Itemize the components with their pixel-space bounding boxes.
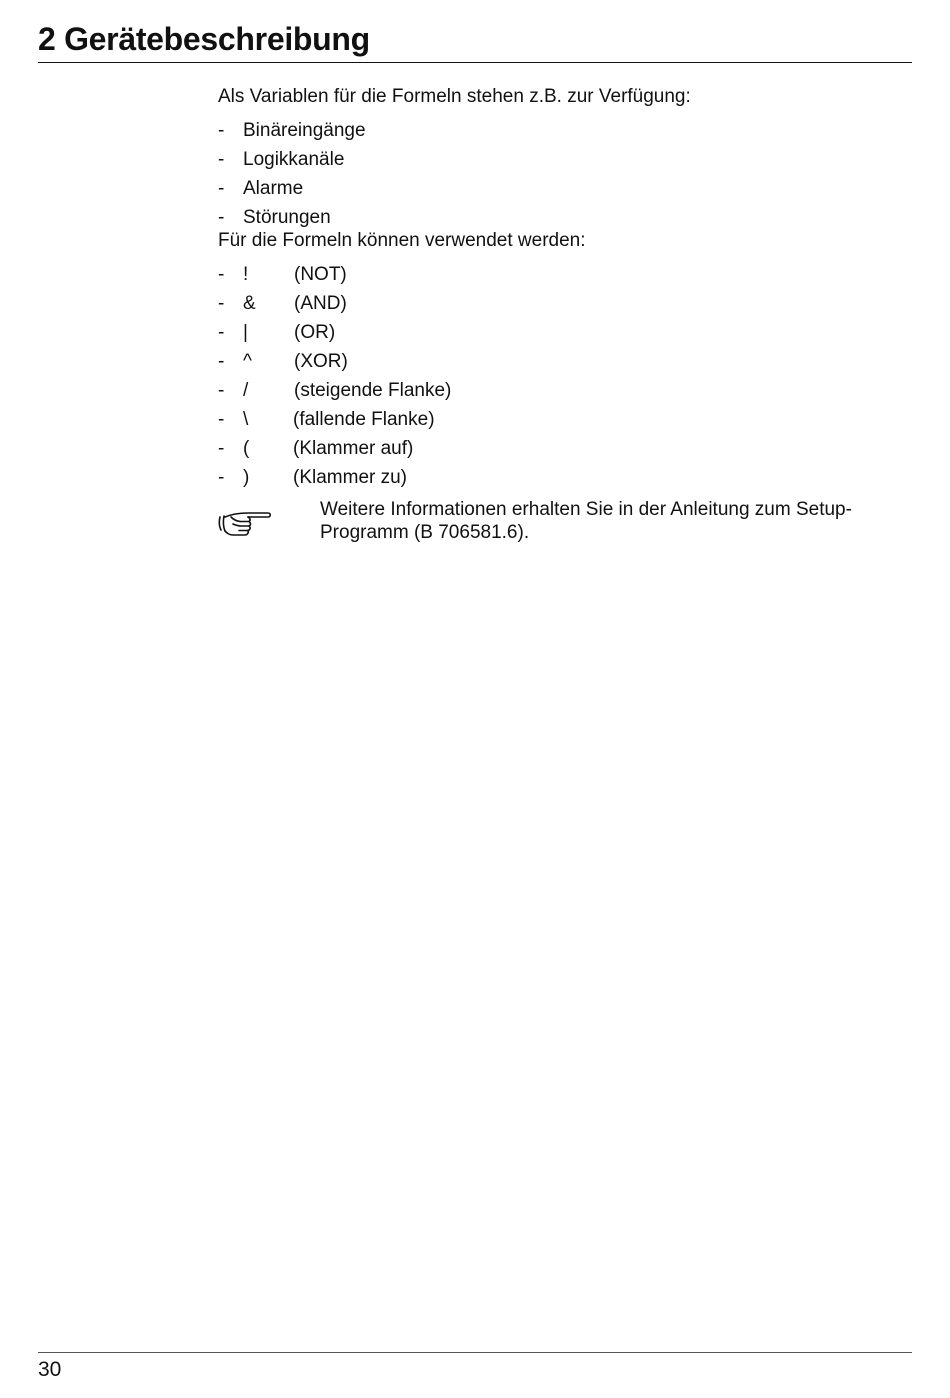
operator-description: (OR) <box>294 322 336 343</box>
list-item <box>218 149 898 178</box>
list-dash: - <box>218 293 225 314</box>
note-text-line: Weitere Informationen erhalten Sie in der Anleitung zum Setup- <box>320 499 852 520</box>
operators-intro: Für die Formeln können verwendet werden: <box>218 230 586 251</box>
operator-description: (steigende Flanke) <box>294 380 452 401</box>
variable-label: Alarme <box>243 178 304 199</box>
list-item <box>218 207 898 236</box>
list-item <box>218 438 898 467</box>
list-dash: - <box>218 438 225 459</box>
list-dash: - <box>218 467 225 488</box>
operator-description: (NOT) <box>294 264 347 285</box>
list-item <box>218 322 898 351</box>
list-dash: - <box>218 207 225 228</box>
page-title: 2 Gerätebeschreibung <box>38 21 370 57</box>
operator-symbol: ! <box>243 264 249 285</box>
operator-symbol: ) <box>243 467 250 488</box>
operator-symbol: \ <box>243 409 249 430</box>
list-dash: - <box>218 409 225 430</box>
operator-symbol: & <box>243 293 256 314</box>
list-item <box>218 264 898 293</box>
note-text-line: Programm (B 706581.6). <box>320 522 530 543</box>
operator-symbol: / <box>243 380 249 401</box>
operator-description: (fallende Flanke) <box>293 409 435 430</box>
operator-description: (XOR) <box>294 351 348 372</box>
list-item <box>218 293 898 322</box>
list-item <box>218 380 898 409</box>
info-note <box>218 498 898 558</box>
variable-label: Binäreingänge <box>243 120 366 141</box>
list-dash: - <box>218 322 225 343</box>
list-item <box>218 120 898 149</box>
variable-label: Störungen <box>243 207 331 228</box>
operator-symbol: | <box>243 322 248 343</box>
main-content <box>218 86 898 558</box>
pointing-hand-icon <box>218 508 272 538</box>
operators-list <box>218 264 898 496</box>
page-footer <box>38 1352 912 1381</box>
operator-description: (AND) <box>294 293 347 314</box>
list-dash: - <box>218 264 225 285</box>
operator-symbol: ^ <box>243 351 252 372</box>
list-dash: - <box>218 351 225 372</box>
variables-list <box>218 120 898 236</box>
operator-description: (Klammer auf) <box>293 438 414 459</box>
list-dash: - <box>218 380 225 401</box>
list-item <box>218 351 898 380</box>
list-dash: - <box>218 178 225 199</box>
list-item <box>218 409 898 438</box>
variables-intro: Als Variablen für die Formeln stehen z.B. zur Verfügung: <box>218 86 691 107</box>
note-text <box>320 498 900 544</box>
list-item <box>218 178 898 207</box>
page-header <box>38 20 912 63</box>
page-number: 30 <box>38 1358 62 1381</box>
list-dash: - <box>218 120 225 141</box>
operator-symbol: ( <box>243 438 250 459</box>
variable-label: Logikkanäle <box>243 149 345 170</box>
list-dash: - <box>218 149 225 170</box>
operator-description: (Klammer zu) <box>293 467 408 488</box>
list-item <box>218 467 898 496</box>
